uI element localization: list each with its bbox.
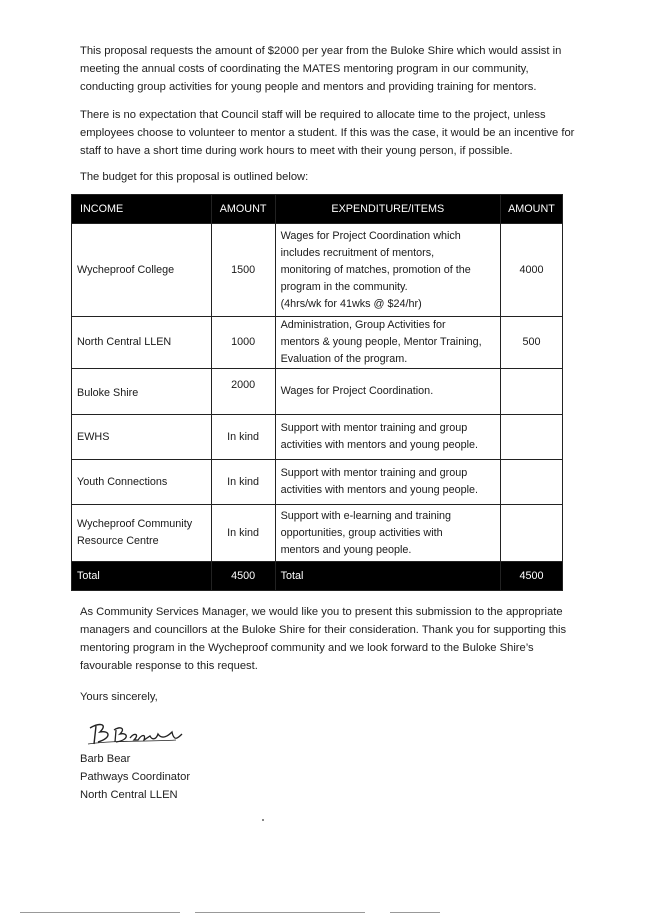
closing: Yours sincerely, (80, 691, 158, 703)
table-row (72, 460, 563, 505)
signer-organisation: North Central LLEN (80, 789, 178, 801)
scan-edge-line (195, 912, 365, 913)
expenditure-line: Support with e-learning and training (280, 509, 452, 522)
expenditure-line: activities with mentors and young people. (280, 484, 479, 496)
expenditure-line: opportunities, group activities with (280, 526, 443, 539)
header-amount: AMOUNT (211, 195, 275, 224)
income-cell: Youth Connections (72, 460, 212, 505)
expenditure-amount-cell (500, 369, 562, 415)
expenditure-amount-cell (500, 505, 562, 562)
income-cell: EWHS (72, 415, 212, 460)
expenditure-line: activities with mentors and young people. (280, 439, 479, 451)
expenditure-line: mentors & young people, Mentor Training, (280, 336, 482, 348)
income-amount-cell: 2000 (211, 369, 275, 415)
expenditure-amount-cell (500, 415, 562, 460)
expenditure-line: monitoring of matches, promotion of the (280, 263, 471, 276)
income-amount-cell: 1000 (211, 317, 275, 369)
expenditure-cell (275, 369, 500, 415)
income-cell: Wycheproof College (72, 224, 212, 317)
table-row (72, 415, 563, 460)
income-cell: North Central LLEN (72, 317, 212, 369)
scan-edge-line (20, 912, 180, 913)
table-row (72, 224, 563, 317)
income-amount-cell: In kind (211, 460, 275, 505)
income-line: Resource Centre (77, 535, 159, 547)
signer-name: Barb Bear (80, 753, 131, 765)
expenditure-cell (275, 224, 500, 317)
header-amount-2: AMOUNT (500, 195, 562, 224)
expenditure-cell (275, 460, 500, 505)
expenditure-line: Wages for Project Coordination. (280, 385, 434, 397)
header-expenditure: EXPENDITURE/ITEMS (275, 195, 500, 224)
income-amount-cell: 1500 (211, 224, 275, 317)
table-row (72, 317, 563, 369)
expenditure-amount-cell (500, 460, 562, 505)
total-expenditure-label: Total (275, 562, 500, 591)
expenditure-amount-cell: 500 (500, 317, 562, 369)
income-amount-cell: In kind (211, 505, 275, 562)
paragraph-budget-intro: The budget for this proposal is outlined below: (80, 171, 309, 183)
paragraph-request: This proposal requests the amount of $2000 per year from the Buloke Shire which would assist in meeting the annual costs of coordinating the MATES mentoring program in our community, conducting group activities for young people and mentors and providing training for mentors. (80, 45, 562, 93)
expenditure-line: Support with mentor training and group (280, 422, 468, 434)
expenditure-amount-cell: 4000 (500, 224, 562, 317)
scan-edge-line (390, 912, 440, 913)
expenditure-line: program in the community. (280, 280, 408, 293)
table-row (72, 505, 563, 562)
income-cell: Buloke Shire (72, 369, 212, 415)
total-row (72, 562, 563, 591)
expenditure-line: Support with mentor training and group (280, 467, 468, 479)
expenditure-line: Administration, Group Activities for (280, 319, 446, 331)
expenditure-line: includes recruitment of mentors, (280, 246, 435, 259)
paragraph-council-staff: There is no expectation that Council staff will be required to allocate time to the project, unless employees choose to volunteer to mentor a student. If this was the case, it would be an incentive for staff to have a short time during work hours to meet with their young person, if possible. (80, 109, 575, 157)
expenditure-line: mentors and young people. (280, 543, 412, 556)
table-row (72, 369, 563, 415)
signature-image (86, 718, 196, 752)
signer-title: Pathways Coordinator (80, 771, 191, 783)
expenditure-cell (275, 415, 500, 460)
expenditure-line: Wages for Project Coordination which (280, 229, 461, 242)
expenditure-cell (275, 505, 500, 562)
income-cell (72, 505, 212, 562)
expenditure-cell (275, 317, 500, 369)
expenditure-line: (4hrs/wk for 41wks @ $24/hr) (280, 297, 422, 310)
budget-header-row (72, 195, 563, 224)
expenditure-line: Evaluation of the program. (280, 353, 408, 365)
budget-table (71, 194, 563, 591)
header-income: INCOME (72, 195, 212, 224)
income-line: Wycheproof Community (77, 518, 193, 530)
total-income-label: Total (72, 562, 212, 591)
paragraph-submission: As Community Services Manager, we would like you to present this submission to the appropriate managers and councillors at the Buloke Shire for their consideration. Thank you for supporting this mentoring program in the Wycheproof community and we look forward to the Buloke Shire’s favourable response to this request. (80, 606, 567, 672)
income-amount-cell: In kind (211, 415, 275, 460)
scan-speck (262, 819, 264, 821)
total-income-amount: 4500 (211, 562, 275, 591)
total-expenditure-amount: 4500 (500, 562, 562, 591)
